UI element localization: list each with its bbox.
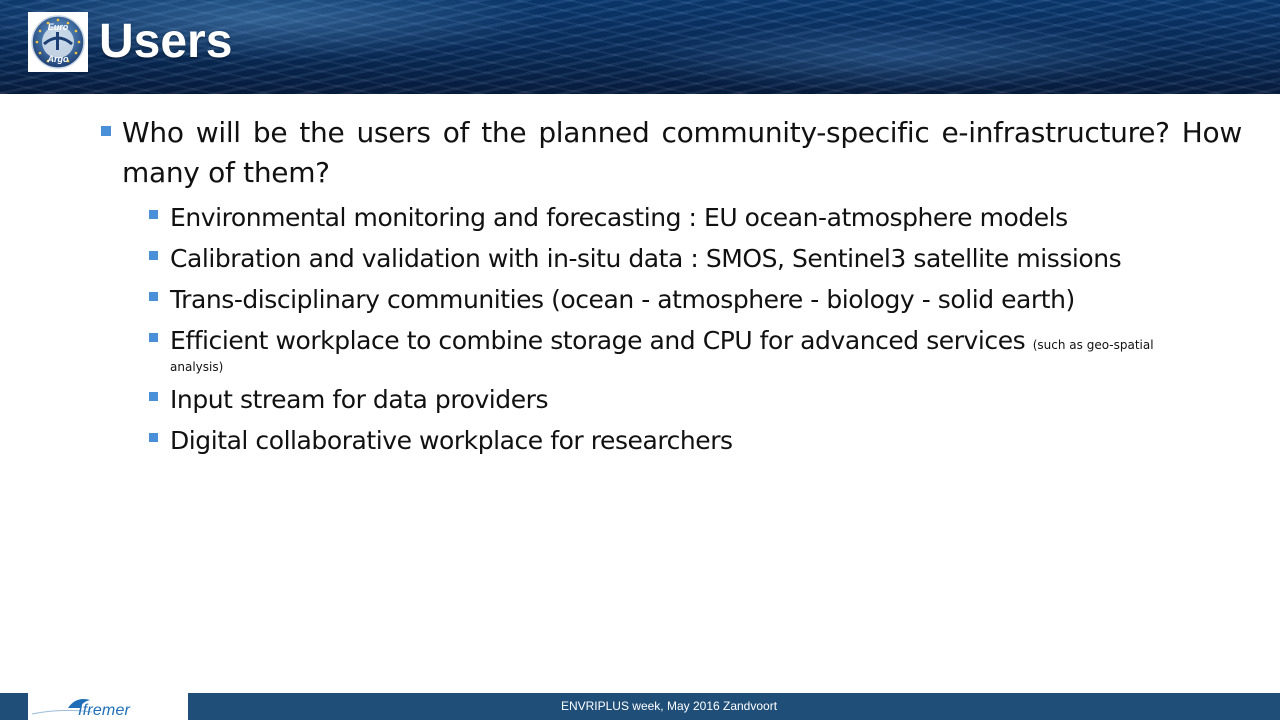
footer-bar-left: [0, 693, 28, 720]
bullet-square-icon: [149, 251, 158, 260]
list-item: Digital collaborative workplace for researchers: [170, 426, 733, 455]
logo-text-argo: Argo: [47, 54, 69, 64]
list-item-text: Efficient workplace to combine storage and CPU for advanced services: [170, 326, 1026, 355]
slide-title: Users: [99, 15, 233, 68]
list-item-note: (such as geo-spatial: [1032, 338, 1154, 352]
bullet-square-icon: [101, 126, 111, 136]
list-item: Calibration and validation with in-situ data : SMOS, Sentinel3 satellite missions: [170, 244, 1122, 273]
list-item: [170, 325, 1250, 361]
header-banner: [0, 0, 1280, 94]
list-item: Environmental monitoring and forecasting : EU ocean-atmosphere models: [170, 203, 1068, 232]
list-item: Trans-disciplinary communities (ocean - atmosphere - biology - solid earth): [170, 285, 1075, 314]
bullet-square-icon: [149, 210, 158, 219]
euro-argo-logo: [28, 12, 88, 72]
logo-text-euro: Euro: [47, 22, 69, 32]
bullet-square-icon: [149, 392, 158, 401]
bullet-square-icon: [149, 292, 158, 301]
main-question: Who will be the users of the planned community-specific e-infrastructure? How many of them?: [122, 116, 1242, 189]
bullet-square-icon: [149, 333, 158, 342]
footer-caption: ENVRIPLUS week, May 2016 Zandvoort: [560, 699, 778, 713]
ifremer-logo-text: Ifremer: [78, 702, 131, 719]
list-item-note-continued: analysis): [170, 360, 224, 374]
list-item: Input stream for data providers: [170, 385, 549, 414]
bullet-square-icon: [149, 433, 158, 442]
